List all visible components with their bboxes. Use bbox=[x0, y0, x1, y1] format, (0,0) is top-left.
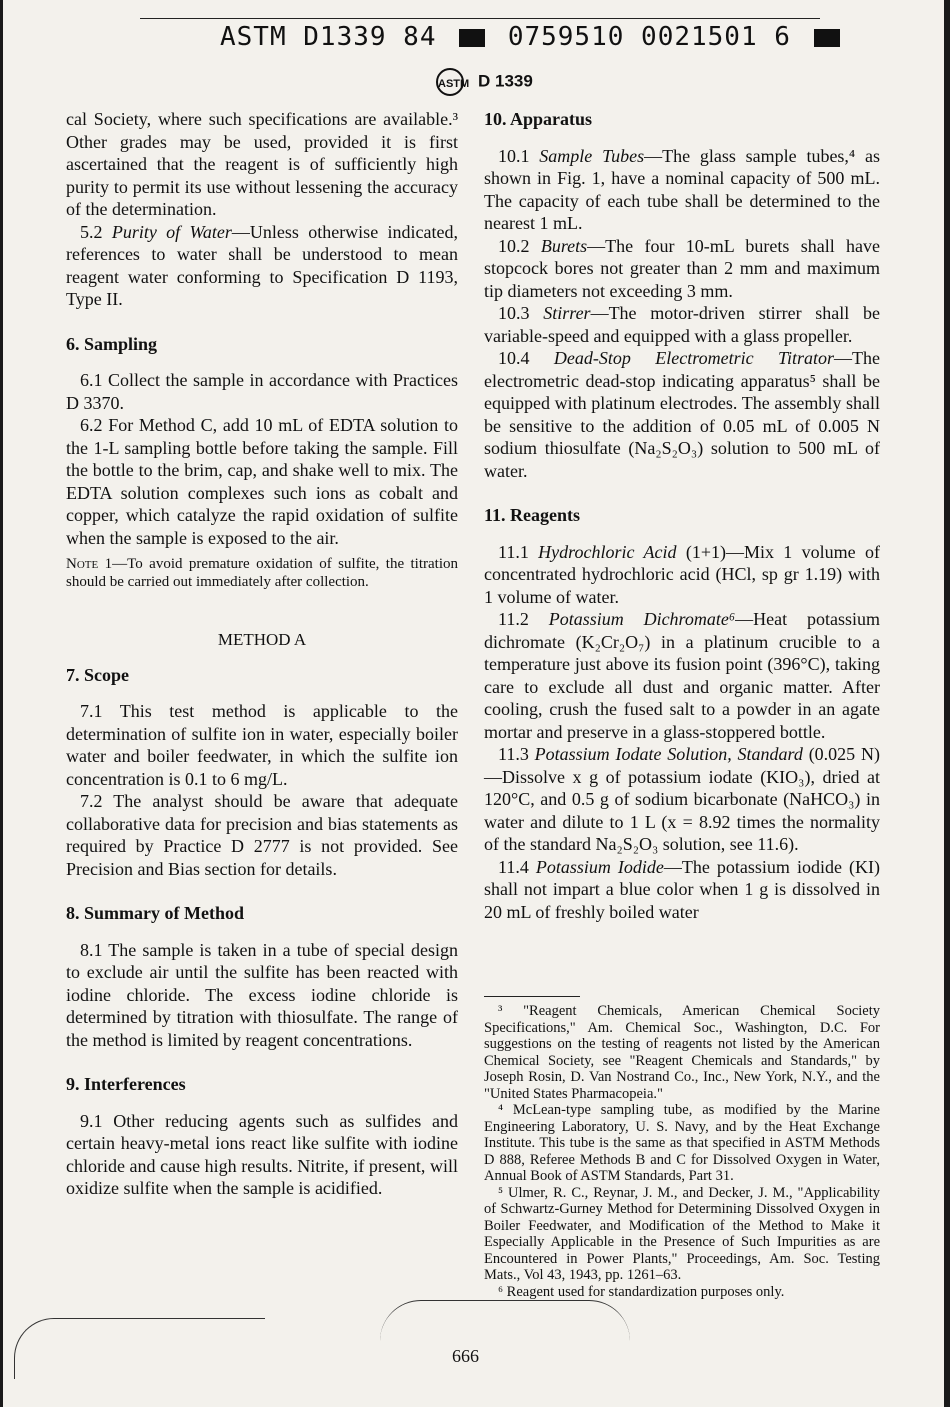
footnote-4: ⁴ McLean-type sampling tube, as modified by the Marine Engineering Laboratory, U. S. Navy, and by the Heat Exchange Institute. This tube is the same as that specified in ASTM Methods D 888, Referee Methods B and C for Dissolved Oxygen in Water, Annual Book of ASTM Standards, Part 31. bbox=[484, 1102, 880, 1184]
paragraph-11-2: 11.2 Potassium Dichromate⁶—Heat potassium dichromate (K₂Cr₂O₇) in a platinum crucible to a temperature just above its fusion point (396°C), taking care to exclude all dust and organic matter. After cooling, crush the fused salt to a powder in an agate mortar and preserve in a glass-stoppered bottle. bbox=[484, 609, 880, 742]
paragraph-10-1: 10.1 Sample Tubes—The glass sample tubes,⁴ as shown in Fig. 1, have a nominal capacity of 500 mL. The capacity of each tube shall be determined to the nearest 1 mL. bbox=[484, 145, 880, 233]
section-heading-reagents: 11. Reagents bbox=[484, 505, 580, 525]
standard-designation bbox=[436, 68, 533, 96]
paragraph-7-1: 7.1 This test method is applicable to the determination of sulfite ion in water, especially boiler water and boiler feedwater, in which the sulfite ion concentration is 0.1 to 6 mg/L. bbox=[66, 701, 458, 789]
section-heading-summary: 8. Summary of Method bbox=[66, 903, 244, 923]
method-a-heading: METHOD A bbox=[217, 630, 307, 649]
paragraph-8-1: 8.1 The sample is taken in a tube of special design to exclude air until the sulfite has been reacted with iodine chloride. The excess iodine chloride is determined by titration with thiosulfate. The range of the method is limited by reagent concentrations. bbox=[66, 939, 458, 1050]
black-mark-icon bbox=[459, 29, 485, 47]
section-heading-apparatus: 10. Apparatus bbox=[484, 109, 593, 129]
paragraph-10-2: 10.2 Burets—The four 10-mL burets shall have stopcock bores not greater than 2 mm and maximum tip diameters not exceeding 3 mm. bbox=[484, 235, 881, 301]
note-1: Note 1—To avoid premature oxidation of sulfite, the titration should be carried out immediately after collection. bbox=[66, 556, 459, 590]
paragraph-7-2: 7.2 The analyst should be aware that adequate collaborative data for precision and bias statements as required by Practice D 2777 is not provided. See Precision and Bias section for details. bbox=[66, 791, 458, 879]
paragraph-11-1: 11.1 Hydrochloric Acid (1+1)—Mix 1 volume of concentrated hydrochloric acid (HCl, sp gr 1.19) with 1 volume of water. bbox=[484, 541, 880, 607]
footnotes bbox=[484, 996, 880, 1300]
section-heading-interferences: 9. Interferences bbox=[66, 1074, 186, 1094]
paragraph-6-2: 6.2 For Method C, add 10 mL of EDTA solution to the 1-L sampling bottle before taking the sample. Fill the bottle to the brim, cap, and shake well to mix. The EDTA solution complexes such ions as cobalt and copper, which catalyze the rapid oxidation of sulfite when the sample is exposed to the air. bbox=[66, 415, 458, 548]
footnote-rule bbox=[484, 996, 580, 997]
scan-artifact-line bbox=[380, 1300, 630, 1341]
scan-artifact-line bbox=[14, 1318, 265, 1379]
black-mark-icon bbox=[814, 29, 840, 47]
paragraph-continued: cal Society, where such specifications are available.³ Other grades may be used, provided it is first ascertained that the reagent is of sufficiently high purity to permit its use without lessening the accuracy of the determination. bbox=[66, 109, 458, 219]
document-code-header bbox=[220, 22, 820, 52]
right-column bbox=[484, 108, 880, 923]
footnote-3: ³ "Reagent Chemicals, American Chemical Society Specifications," Am. Chemical Soc., Washington, D.C. For suggestions on the testing of reagents not listed by the American Chemical Society, see "Reagent Chemicals and Standards," by Joseph Rosin, D. Van Nostrand Co., Inc., New York, N.Y., and the "United States Pharmacopeia." bbox=[484, 1003, 880, 1102]
left-column bbox=[66, 108, 458, 1200]
page-number: 666 bbox=[452, 1346, 479, 1366]
paragraph-10-3: 10.3 Stirrer—The motor-driven stirrer shall be variable-speed and equipped with a glass propeller. bbox=[484, 303, 880, 346]
section-heading-sampling: 6. Sampling bbox=[66, 333, 158, 354]
header-rule bbox=[140, 18, 820, 19]
footnote-6: ⁶ Reagent used for standardization purposes only. bbox=[498, 1283, 785, 1300]
footnote-5: ⁵ Ulmer, R. C., Reynar, J. M., and Decker, J. M., "Applicability of Schwartz-Gurney Method for Determining Dissolved Oxygen in Boiler Feedwater, and Modification of the Method to Make it Especially Applicable in the Presence of Such Impurities as are Encountered in Power Plants," Proceedings, Am. Soc. Testing Mats., Vol 43, 1943, pp. 1261–63. bbox=[484, 1184, 880, 1283]
paragraph-10-4: 10.4 Dead-Stop Electrometric Titrator—The electrometric dead-stop indicating apparatus⁵ shall be equipped with platinum electrodes. The assembly shall be sensitive to the addition of 0.05 mL of 0.005 N sodium thiosulfate (Na₂S₂O₃) solution to 500 mL of water. bbox=[484, 348, 881, 481]
paragraph-11-4: 11.4 Potassium Iodide—The potassium iodide (KI) shall not impart a blue color when 1 g is dissolved in 20 mL of freshly boiled water bbox=[484, 856, 880, 922]
section-heading-scope: 7. Scope bbox=[66, 664, 129, 685]
paragraph-9-1: 9.1 Other reducing agents such as sulfides and certain heavy-metal ions react like sulfite with iodine chloride and cause high results. Nitrite, if present, will oxidize sulfite when the sample is acidified. bbox=[66, 1110, 458, 1198]
code-left: ASTM D1339 84 bbox=[220, 22, 437, 52]
paragraph-5-2: 5.2 Purity of Water—Unless otherwise indicated, references to water shall be understood to mean reagent water conforming to Specification D 1193, Type II. bbox=[66, 221, 458, 309]
paragraph-6-1: 6.1 Collect the sample in accordance with Practices D 3370. bbox=[66, 370, 458, 413]
designation-text: D 1339 bbox=[478, 71, 533, 91]
code-mid: 0759510 0021501 6 bbox=[507, 22, 791, 52]
paragraph-11-3: 11.3 Potassium Iodate Solution, Standard (0.025 N)—Dissolve x g of potassium iodate (KIO₃), dried at 120°C, and 0.5 g of sodium bicarbonate (NaHCO₃) in water and dilute to 1 L (x = 8.92 times the normality of the standard Na₂S₂O₃ solution, see 11.6). bbox=[484, 744, 880, 854]
astm-logo-icon: ASTM bbox=[436, 68, 464, 96]
page-right-edge bbox=[944, 0, 950, 1407]
